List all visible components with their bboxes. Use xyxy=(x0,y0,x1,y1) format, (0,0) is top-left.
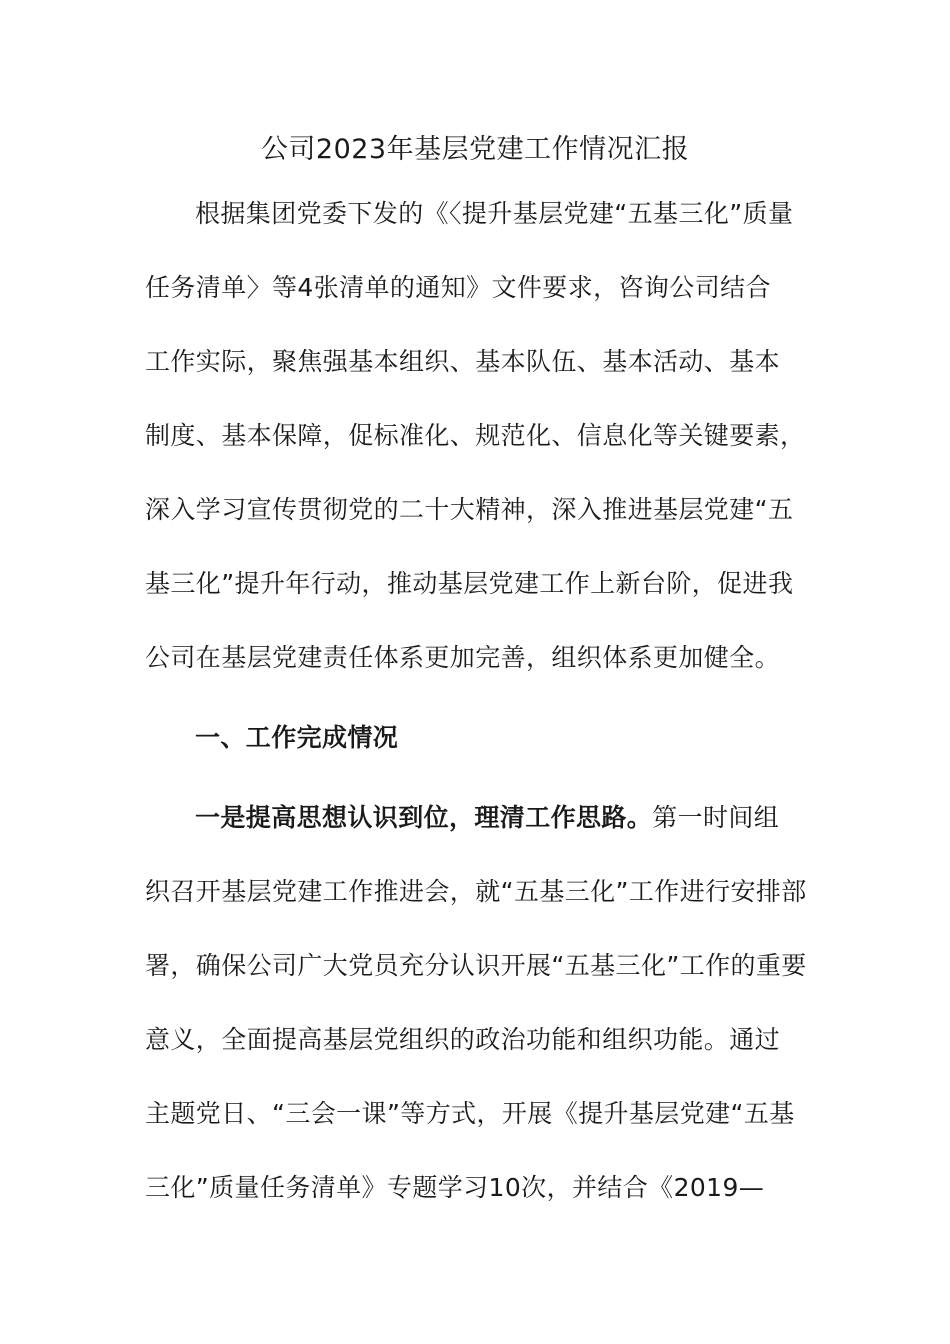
text-line: 基三化”提升年行动，推动基层党建工作上新台阶，促进我 xyxy=(145,569,794,598)
text-line: 公司在基层党建责任体系更加完善，组织体系更加健全。 xyxy=(145,643,781,672)
lead-rest-text: 第一时间组 xyxy=(652,803,780,832)
text-line: 工作实际，聚焦强基本组织、基本队伍、基本活动、基本 xyxy=(145,347,781,376)
text-line: 织召开基层党建工作推进会，就“五基三化”工作进行安排部 xyxy=(145,877,807,906)
lead-bold-text: 一是提高思想认识到位，理清工作思路。 xyxy=(195,803,653,832)
text-line: 意义，全面提高基层党组织的政治功能和组织功能。通过 xyxy=(145,1025,781,1054)
section-heading: 一、工作完成情况 xyxy=(195,723,399,752)
text-line: 制度、基本保障，促标准化、规范化、信息化等关键要素， xyxy=(145,421,806,450)
document-title: 公司2023年基层党建工作情况汇报 xyxy=(260,134,690,165)
text-line: 任务清单〉等4张清单的通知》文件要求，咨询公司结合 xyxy=(145,273,771,302)
text-line-lead xyxy=(195,798,779,838)
text-line: 根据集团党委下发的《〈提升基层党建“五基三化”质量 xyxy=(195,199,794,228)
text-line: 署，确保公司广大党员充分认识开展“五基三化”工作的重要 xyxy=(145,951,807,980)
text-line: 主题党日、“三会一课”等方式，开展《提升基层党建“五基 xyxy=(145,1099,795,1128)
text-line: 深入学习宣传贯彻党的二十大精神，深入推进基层党建“五 xyxy=(145,495,794,524)
text-line: 三化”质量任务清单》专题学习10次，并结合《2019— xyxy=(145,1173,765,1202)
